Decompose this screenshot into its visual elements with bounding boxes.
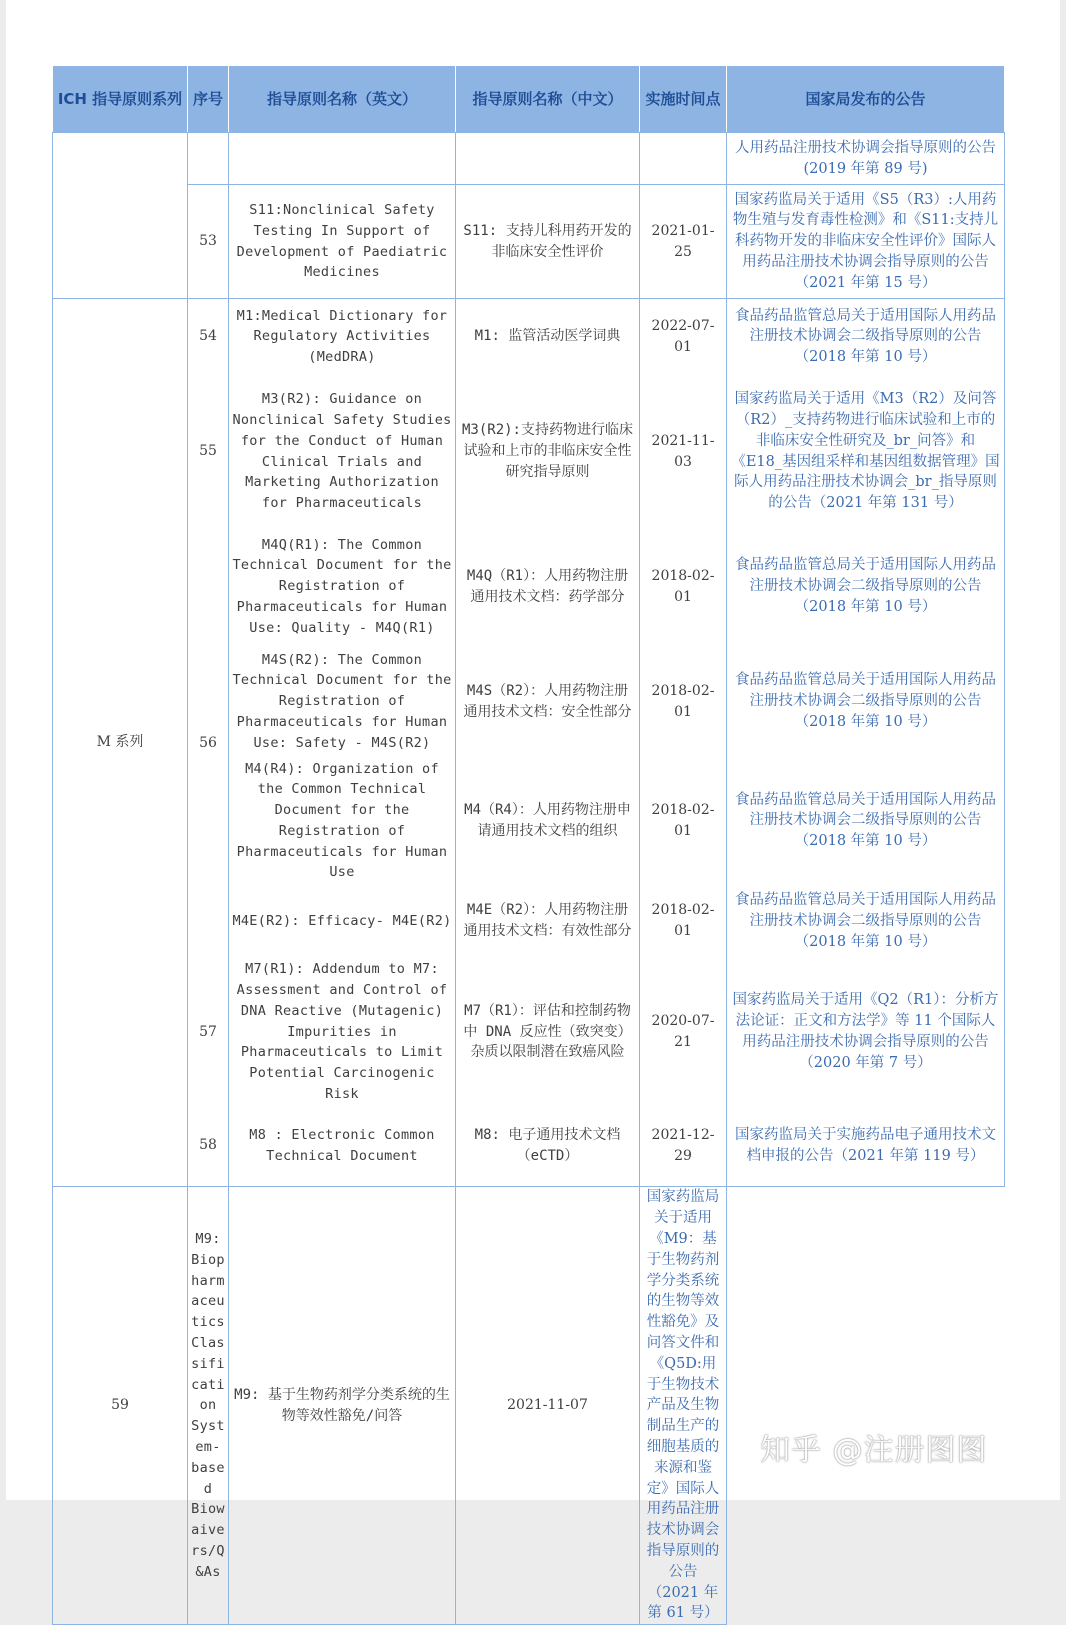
cell-seq: 57 <box>188 959 229 1105</box>
cell-name-en: M3(R2): Guidance on Nonclinical Safety Studies for the Conduct of Human Clinical Trials and Marketing Authorization for Pharmaceuticals <box>229 375 456 529</box>
cell-name-en: M4E(R2): Efficacy- M4E(R2) <box>229 883 456 959</box>
cell-name-cn: M7（R1）：评估和控制药物中 DNA 反应性（致突变）杂质以限制潜在致癌风险 <box>456 959 640 1105</box>
cell-date <box>640 133 727 185</box>
cell-name-en: M9: Biopharmaceutics Classification System-based Biowaivers/Q&As <box>188 1187 229 1625</box>
cell-name-cn: M4S（R2）：人用药物注册通用技术文档：安全性部分 <box>456 645 640 759</box>
table-row <box>53 1187 1005 1625</box>
cell-announce: 国家药监局关于适用《M3（R2）及问答（R2）_支持药物进行临床试验和上市的非临床安全性研究及_br_问答》和《E18_基因组采样和基因组数据管理》国际人用药品注册技术协调会_br_指导原则的公告（2021 年第 131 号） <box>727 375 1005 529</box>
header-name-en: 指导原则名称（英文） <box>229 66 456 133</box>
cell-seq: 53 <box>188 185 229 299</box>
cell-announce: 食品药品监管总局关于适用国际人用药品注册技术协调会二级指导原则的公告（2018 年第 10 号） <box>727 645 1005 759</box>
cell-name-en: M4Q(R1): The Common Technical Document for the Registration of Pharmaceuticals for Human Use: Quality - M4Q(R1) <box>229 529 456 645</box>
cell-date: 2021-01-25 <box>640 185 727 299</box>
table-row <box>53 1105 1005 1187</box>
cell-announce: 国家药监局关于适用《M9：基于生物药剂学分类系统的生物等效性豁免》及问答文件和《Q5D:用于生物技术产品及生物制品生产的细胞基质的来源和鉴定》国际人用药品注册技术协调会指导原则的公告（2021 年 第 61 号） <box>640 1187 727 1625</box>
header-seq: 序号 <box>188 66 229 133</box>
table-row <box>53 959 1005 1105</box>
cell-announce: 食品药品监管总局关于适用国际人用药品注册技术协调会二级指导原则的公告（2018 年第 10 号） <box>727 883 1005 959</box>
cell-name-cn <box>456 133 640 185</box>
cell-announce: 国家药监局关于实施药品电子通用技术文档申报的公告（2021 年第 119 号） <box>727 1105 1005 1187</box>
cell-name-cn: M4（R4）：人用药物注册申请通用技术文档的组织 <box>456 759 640 884</box>
watermark-text: 知乎 @注册图图 <box>760 1433 988 1468</box>
cell-name-en: M8 : Electronic Common Technical Document <box>229 1105 456 1187</box>
header-series: ICH 指导原则系列 <box>53 66 188 133</box>
cell-date: 2021-11-03 <box>640 375 727 529</box>
cell-seq: 56 <box>188 529 229 960</box>
cell-name-cn: M1: 监管活动医学词典 <box>456 299 640 375</box>
table-row <box>53 133 1005 185</box>
cell-name-en: M4S(R2): The Common Technical Document for the Registration of Pharmaceuticals for Human Use: Safety - M4S(R2) <box>229 645 456 759</box>
cell-announce: 食品药品监管总局关于适用国际人用药品注册技术协调会二级指导原则的公告（2018 年第 10 号） <box>727 299 1005 375</box>
cell-series <box>53 133 188 299</box>
cell-date: 2018-02-01 <box>640 759 727 884</box>
cell-seq: 58 <box>188 1105 229 1187</box>
cell-date: 2022-07-01 <box>640 299 727 375</box>
cell-seq <box>188 133 229 185</box>
cell-date: 2018-02-01 <box>640 529 727 645</box>
cell-date: 2018-02-01 <box>640 645 727 759</box>
cell-announce: 国家药监局关于适用《S5（R3）:人用药物生殖与发育毒性检测》和《S11:支持儿科药物开发的非临床安全性评价》国际人用药品注册技术协调会指导原则的公告（2021 年第 15 号） <box>727 185 1005 299</box>
cell-date: 2020-07-21 <box>640 959 727 1105</box>
table-row <box>53 299 1005 375</box>
cell-name-en: M1:Medical Dictionary for Regulatory Activities (MedDRA) <box>229 299 456 375</box>
cell-name-cn: M4E（R2）：人用药物注册通用技术文档：有效性部分 <box>456 883 640 959</box>
cell-seq: 59 <box>53 1187 188 1625</box>
cell-seq: 54 <box>188 299 229 375</box>
cell-date: 2021-12-29 <box>640 1105 727 1187</box>
cell-name-cn: M4Q（R1）：人用药物注册通用技术文档：药学部分 <box>456 529 640 645</box>
cell-announce: 国家药监局关于适用《Q2（R1）：分析方法论证：正文和方法学》等 11 个国际人用药品注册技术协调会指导原则的公告（2020 年第 7 号） <box>727 959 1005 1105</box>
cell-date: 2018-02-01 <box>640 883 727 959</box>
ich-guideline-table <box>52 65 1005 1625</box>
cell-series-m: M 系列 <box>53 299 188 1187</box>
table-row <box>53 185 1005 299</box>
cell-announce: 食品药品监管总局关于适用国际人用药品注册技术协调会二级指导原则的公告（2018 年第 10 号） <box>727 759 1005 884</box>
cell-announce: 食品药品监管总局关于适用国际人用药品注册技术协调会二级指导原则的公告（2018 年第 10 号） <box>727 529 1005 645</box>
table-row <box>53 375 1005 529</box>
cell-name-en: M4(R4): Organization of the Common Technical Document for the Registration of Pharmaceuticals for Human Use <box>229 759 456 884</box>
cell-name-cn: M9: 基于生物药剂学分类系统的生物等效性豁免/问答 <box>229 1187 456 1625</box>
cell-name-cn: M8: 电子通用技术文档（eCTD） <box>456 1105 640 1187</box>
table-row <box>53 529 1005 645</box>
cell-name-en <box>229 133 456 185</box>
cell-date: 2021-11-07 <box>456 1187 640 1625</box>
header-date: 实施时间点 <box>640 66 727 133</box>
header-name-cn: 指导原则名称（中文） <box>456 66 640 133</box>
header-announce: 国家局发布的公告 <box>727 66 1005 133</box>
cell-name-cn: S11: 支持儿科用药开发的非临床安全性评价 <box>456 185 640 299</box>
cell-name-en: S11:Nonclinical Safety Testing In Support of Development of Paediatric Medicines <box>229 185 456 299</box>
cell-name-en: M7(R1): Addendum to M7: Assessment and Control of DNA Reactive (Mutagenic) Impurities in Pharmaceuticals to Limit Potential Carcinogenic Risk <box>229 959 456 1105</box>
table-header-row <box>53 66 1005 133</box>
cell-name-cn: M3(R2):支持药物进行临床试验和上市的非临床安全性研究指导原则 <box>456 375 640 529</box>
cell-announce: 人用药品注册技术协调会指导原则的公告(2019 年第 89 号) <box>727 133 1005 185</box>
cell-seq: 55 <box>188 375 229 529</box>
